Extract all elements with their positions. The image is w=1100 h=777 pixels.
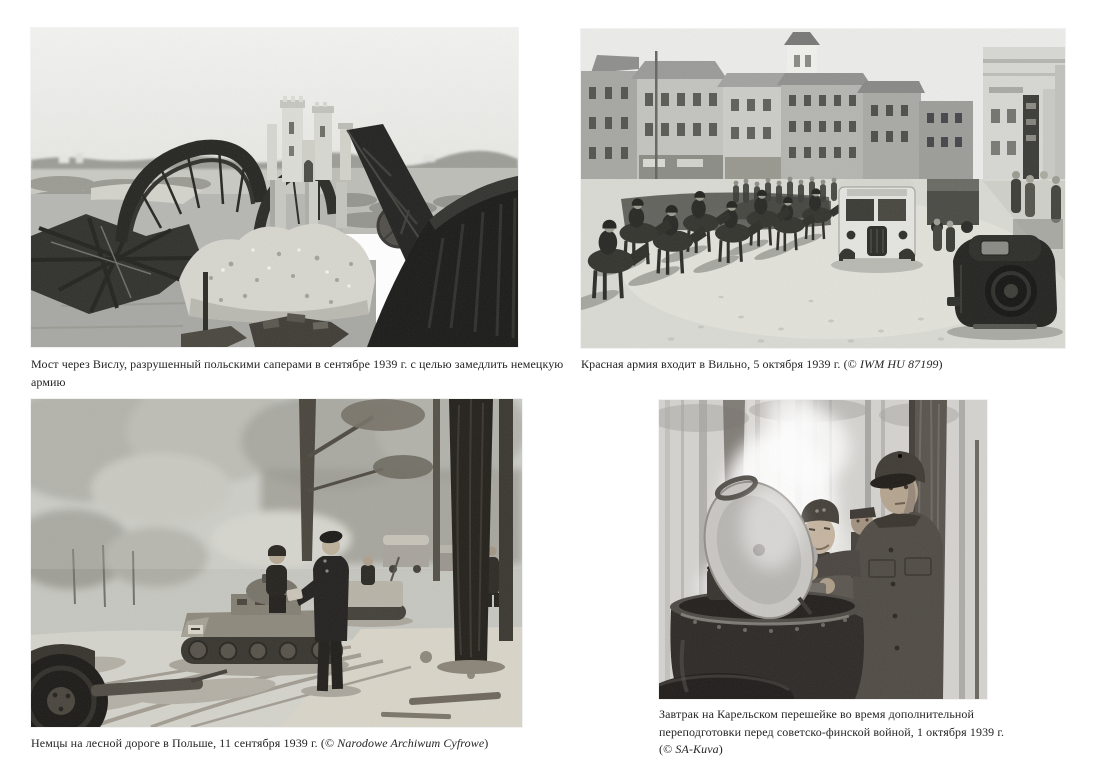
caption-text: )	[718, 742, 723, 756]
caption-text: )	[484, 736, 489, 750]
caption-text: (©	[659, 742, 676, 756]
caption-credit: Narodowe Archiwum Cyfrowe	[337, 736, 485, 750]
caption-bridge-vistula	[31, 356, 564, 391]
photo-destroyed-vistula-bridge	[31, 28, 518, 347]
caption-credit: IWM HU 87199	[860, 357, 939, 371]
photo-red-army-vilno	[581, 29, 1065, 348]
caption-text: Немцы на лесной дороге в Польше, 11 сентября 1939 г. (©	[31, 736, 338, 750]
photo-germans-forest-road	[31, 399, 522, 727]
caption-text: Красная армия входит в Вильно, 5 октября 1939 г. (©	[581, 357, 860, 371]
caption-line: Завтрак на Карельском перешейке во время дополнительной	[659, 707, 975, 721]
caption-germans-forest-road	[31, 735, 551, 753]
caption-line	[659, 741, 999, 759]
caption-red-army-vilno	[581, 356, 1065, 374]
caption-line: Мост через Вислу, разрушенный польскими саперами в сентябре 1939 г. с целью замедлить немецкую	[31, 357, 564, 371]
caption-line: переподготовки перед советско-финской войной, 1 октября 1939 г.	[659, 724, 1005, 739]
figure-field-kitchen-karelia	[659, 400, 1005, 756]
caption-line: армию	[31, 374, 66, 389]
figure-bridge-vistula	[31, 28, 564, 389]
figure-germans-forest-road	[31, 399, 522, 750]
caption-field-kitchen	[659, 706, 1005, 759]
caption-text: )	[938, 357, 943, 371]
figure-red-army-vilno	[581, 29, 1065, 371]
photo-field-kitchen-karelia	[659, 400, 987, 699]
caption-credit: SA-Kuva	[675, 742, 719, 756]
